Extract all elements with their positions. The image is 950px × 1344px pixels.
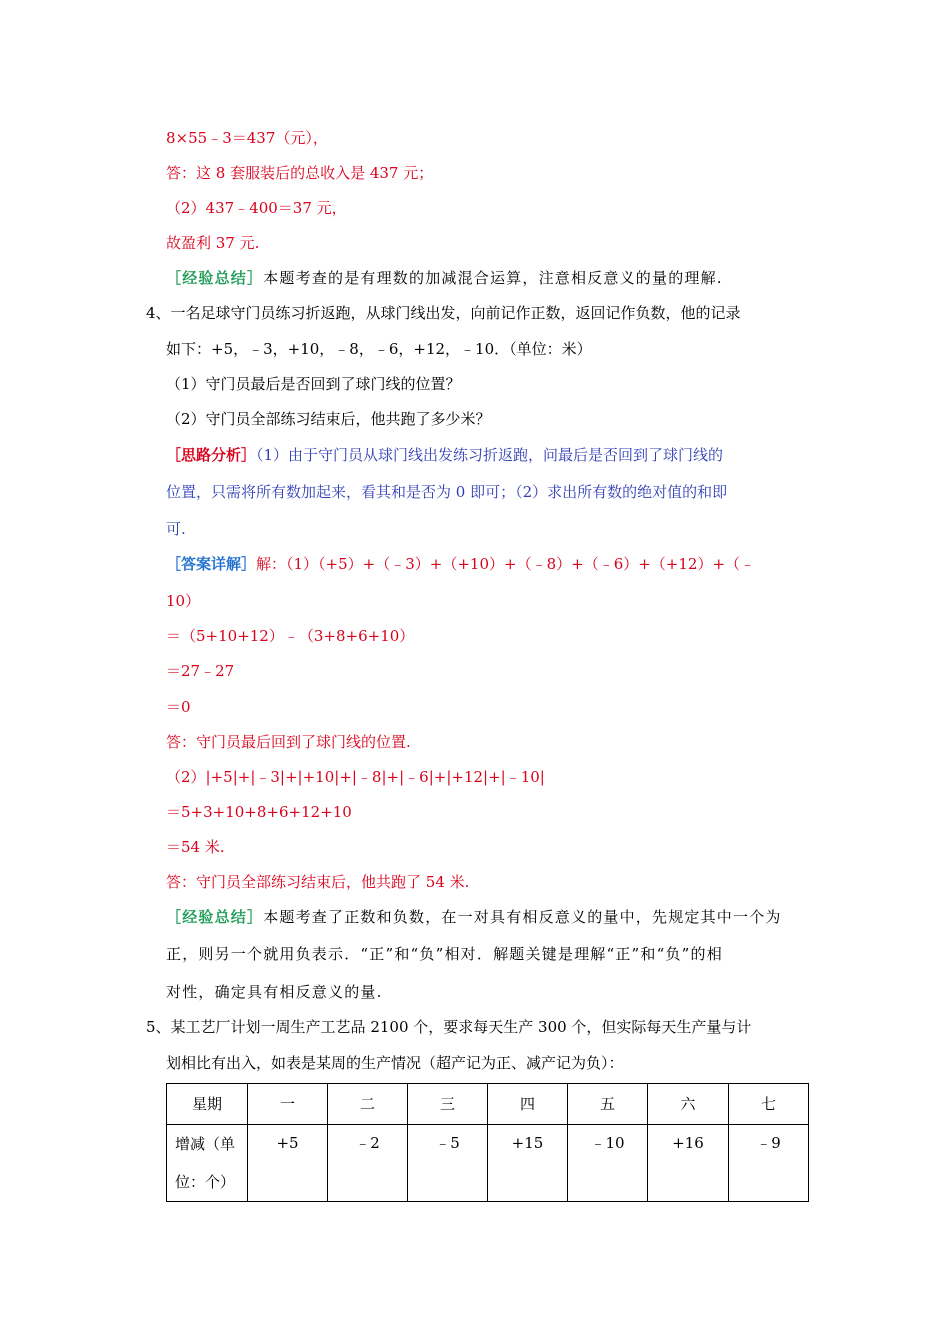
summary-line xyxy=(166,907,782,927)
text-line: 答：这 8 套服装后的总收入是 437 元； xyxy=(166,164,434,182)
summary-line: 正，则另一个就用负表示．“正”和“负”相对．解题关键是理解“正”和“负”的相 xyxy=(166,945,723,963)
production-table xyxy=(166,1083,809,1202)
table-cell: ﹣9 xyxy=(729,1125,809,1202)
question-5-line: 划相比有出入，如表是某周的生产情况（超产记为正、减产记为负）： xyxy=(166,1054,624,1072)
table-header-cell: 五 xyxy=(568,1084,648,1125)
question-4-line: （2）守门员全部练习结束后，他共跑了多少米？ xyxy=(166,410,491,428)
summary-text: 本题考查了正数和负数，在一对具有相反意义的量中，先规定其中一个为 xyxy=(263,908,782,926)
text-line: （2）437﹣400＝37 元， xyxy=(166,199,347,217)
table-header-cell: 四 xyxy=(488,1084,568,1125)
question-4-line: （1）守门员最后是否回到了球门线的位置？ xyxy=(166,375,461,393)
summary-line xyxy=(166,268,723,288)
table-cell: +5 xyxy=(248,1125,328,1202)
table-row-label xyxy=(167,1125,248,1202)
answer-line: ＝0 xyxy=(166,698,191,716)
question-4-line: 4、一名足球守门员练习折返跑，从球门线出发，向前记作正数，返回记作负数，他的记录 xyxy=(146,304,741,322)
answer-line: 答：守门员最后回到了球门线的位置. xyxy=(166,733,411,751)
table-header-cell: 七 xyxy=(729,1084,809,1125)
question-4-line: 如下：+5，﹣3，+10，﹣8，﹣6，+12，﹣10．（单位：米） xyxy=(166,340,592,358)
analysis-line xyxy=(166,445,723,465)
table-header-cell: 星期 xyxy=(167,1084,248,1125)
text-line: 故盈利 37 元. xyxy=(166,234,260,252)
answer-line: ＝54 米. xyxy=(166,838,225,856)
table-cell: ﹣5 xyxy=(408,1125,488,1202)
question-5-line: 5、某工艺厂计划一周生产工艺品 2100 个，要求每天生产 300 个，但实际每天生产量与计 xyxy=(146,1018,752,1036)
table-header-cell: 六 xyxy=(648,1084,729,1125)
table-header-cell: 一 xyxy=(248,1084,328,1125)
table-header-cell: 三 xyxy=(408,1084,488,1125)
row-label-line: 增减（单 xyxy=(175,1135,236,1153)
answer-line: （2）|+5|+|﹣3|+|+10|+|﹣8|+|﹣6|+|+12|+|﹣10| xyxy=(166,768,545,786)
answer-tag: ［答案详解］ xyxy=(166,555,257,573)
summary-tag: ［经验总结］ xyxy=(166,908,264,926)
text-line: 8×55﹣3＝437（元）， xyxy=(166,129,328,147)
answer-line: 答：守门员全部练习结束后，他共跑了 54 米. xyxy=(166,873,470,891)
analysis-tag: ［思路分析］ xyxy=(166,446,257,464)
answer-line: ＝（5+10+12）﹣（3+8+6+10） xyxy=(166,627,415,645)
analysis-text: （1）由于守门员从球门线出发练习折返跑，问最后是否回到了球门线的 xyxy=(256,446,724,464)
table-cell: +15 xyxy=(488,1125,568,1202)
answer-line: ＝5+3+10+8+6+12+10 xyxy=(166,803,352,821)
answer-line xyxy=(166,554,755,574)
table-header-cell: 二 xyxy=(328,1084,408,1125)
analysis-line: 位置，只需将所有数加起来，看其和是否为 0 即可；（2）求出所有数的绝对值的和即 xyxy=(166,483,728,501)
answer-line: 10） xyxy=(166,592,201,610)
answer-text: 解：（1）（+5）+（﹣3）+（+10）+（﹣8）+（﹣6）+（+12）+（﹣ xyxy=(256,555,756,573)
summary-line: 对性，确定具有相反意义的量. xyxy=(166,983,383,1001)
answer-line: ＝27﹣27 xyxy=(166,662,235,680)
table-header-row xyxy=(167,1084,809,1125)
table-cell: +16 xyxy=(648,1125,729,1202)
summary-text: 本题考查的是有理数的加减混合运算，注意相反意义的量的理解. xyxy=(263,269,723,287)
table-cell: ﹣2 xyxy=(328,1125,408,1202)
table-cell: ﹣10 xyxy=(568,1125,648,1202)
analysis-line: 可. xyxy=(166,520,186,538)
table-row xyxy=(167,1125,809,1202)
summary-tag: ［经验总结］ xyxy=(166,269,264,287)
row-label-line: 位：个） xyxy=(175,1173,236,1191)
